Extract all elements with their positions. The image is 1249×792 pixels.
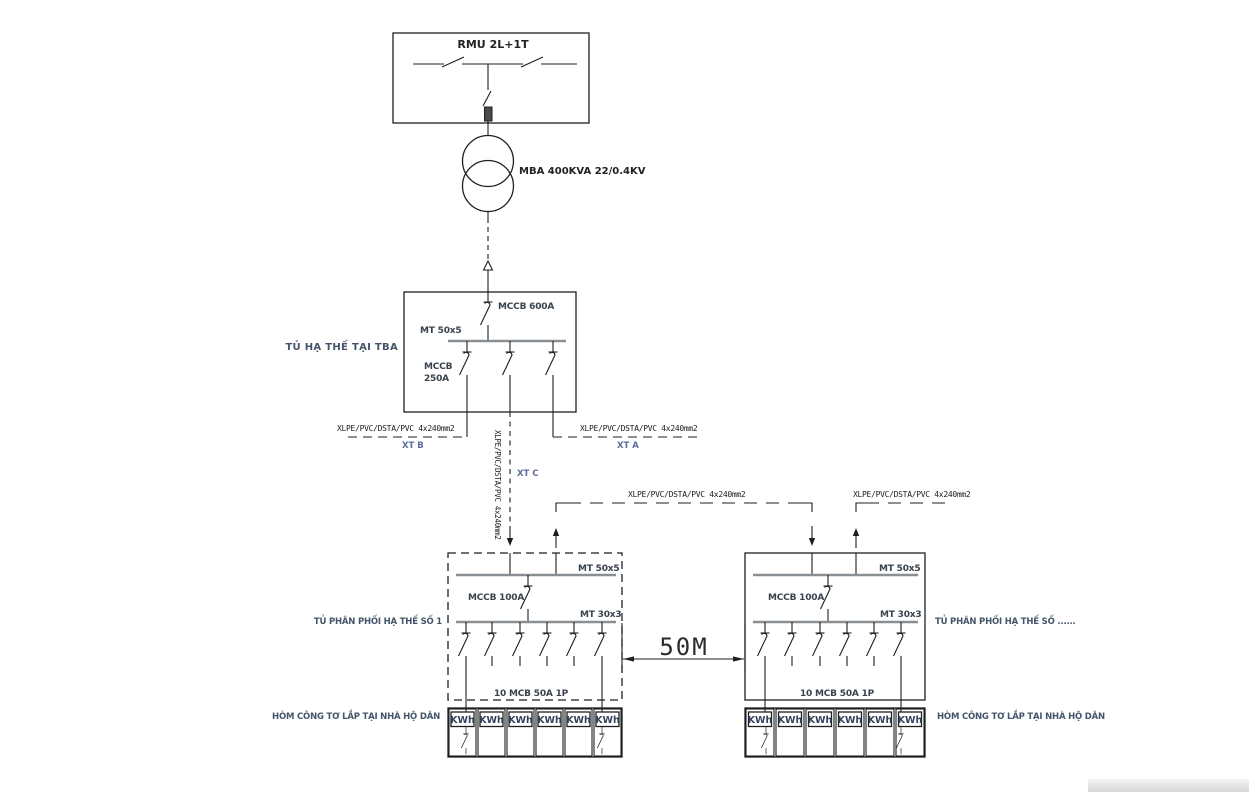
mccb-600a-breaker-icon [481,291,493,335]
mccb-250a-label-line1: MCCB [424,362,453,372]
meter-box-1 [448,708,622,757]
service-breaker-icon [761,727,768,754]
distance-label: 50M [659,633,709,661]
kwh-meter-label: KWh [807,715,833,726]
service-breaker-icon [597,727,604,754]
panel2-mcb-breakers [758,622,906,666]
cable-callout-xtc [493,412,539,546]
panel1-mcb-breakers [459,622,607,666]
service-breaker-icon [896,727,903,754]
kwh-meter-label: KWh [479,715,504,726]
cable-tag-xtc: XT C [517,469,539,479]
panel2-main-busbar-label: MT 50x5 [879,564,921,574]
tba-feeder-leads [467,385,553,437]
kwh-meter-label: KWh [566,715,591,726]
delta-icon [484,261,493,270]
cable-tag-xtb: XT B [402,441,424,451]
panel1-label: TỦ PHÂN PHỐI HẠ THẾ SỐ 1 [313,617,442,627]
cable-spec-xta: XLPE/PVC/DSTA/PVC 4x240mm2 [580,424,698,433]
kwh-meter-label: KWh [450,715,475,726]
cable-spec-link12: XLPE/PVC/DSTA/PVC 4x240mm2 [628,490,746,499]
cable-run-to-next-panel [853,490,971,548]
cable-spec-link-next: XLPE/PVC/DSTA/PVC 4x240mm2 [853,490,971,499]
panel2-mccb100-label: MCCB 100A [768,593,825,603]
cable-arrow-up-icon [853,528,859,548]
scrollbar-corner [1088,779,1249,792]
cable-tag-xta: XT A [617,441,639,451]
service-breaker-icon [461,727,468,754]
meter-box-2-label: HÒM CÔNG TƠ LẮP TẠI NHÀ HỘ DÂN [937,712,1105,722]
rmu-busbar-and-switches [413,57,577,136]
kwh-meter-label: KWh [508,715,533,726]
mccb-250a-breaker-icon [546,341,558,385]
cable-spec-xtc: XLPE/PVC/DSTA/PVC 4x240mm2 [493,430,502,540]
rmu-title: RMU 2L+1T [457,38,529,51]
cable-arrow-down-icon [507,526,513,546]
cable-arrow-down-icon [809,526,815,546]
kwh-meter-label: KWh [537,715,562,726]
tba-panel-label: TỦ HẠ THẾ TẠI TBA [285,342,398,353]
panel1-outgoing-label: 10 MCB 50A 1P [493,689,569,699]
panel1-mccb100-label: MCCB 100A [468,593,525,603]
panel1-main-busbar-label: MT 50x5 [578,564,620,574]
transformer-symbol [463,136,514,219]
cable-callout-xta [553,424,700,451]
meter-box-2 [745,708,925,757]
panel2-dist-busbar-label: MT 30x3 [880,610,922,620]
cable-arrow-up-icon [553,528,559,548]
kwh-meter-label: KWh [777,715,803,726]
mccb-250a-label-line2: 250A [424,374,449,384]
tba-busbar-label: MT 50x5 [420,326,462,336]
mv-link [484,218,493,292]
rmu-switch-left-icon [442,57,464,67]
panel1-dist-busbar-label: MT 30x3 [580,610,622,620]
transformer-label: MBA 400KVA 22/0.4KV [519,166,646,177]
rmu-switch-right-icon [521,57,543,67]
kwh-meter-label: KWh [867,715,893,726]
rmu-fuse-switch-icon [483,91,491,106]
kwh-meter-label: KWh [897,715,923,726]
kwh-meter-label: KWh [595,715,620,726]
cable-run-panel1-to-panel2 [553,490,815,548]
kwh-meter-label: KWh [837,715,863,726]
mccb-250a-breaker-icon [503,341,515,385]
fuse-icon [485,107,493,121]
panel2-outgoing-label: 10 MCB 50A 1P [799,689,875,699]
meter-box-1-label: HÒM CÔNG TƠ LẮP TẠI NHÀ HỘ DÂN [272,712,440,722]
kwh-meter-label: KWh [747,715,773,726]
mccb-600a-label: MCCB 600A [498,302,555,312]
cable-spec-xtb: XLPE/PVC/DSTA/PVC 4x240mm2 [337,424,455,433]
mccb-250a-breaker-icon [460,341,472,385]
cable-callout-xtb [337,424,467,451]
panel2-label: TỦ PHÂN PHỐI HẠ THẾ SỐ ...... [935,617,1076,627]
